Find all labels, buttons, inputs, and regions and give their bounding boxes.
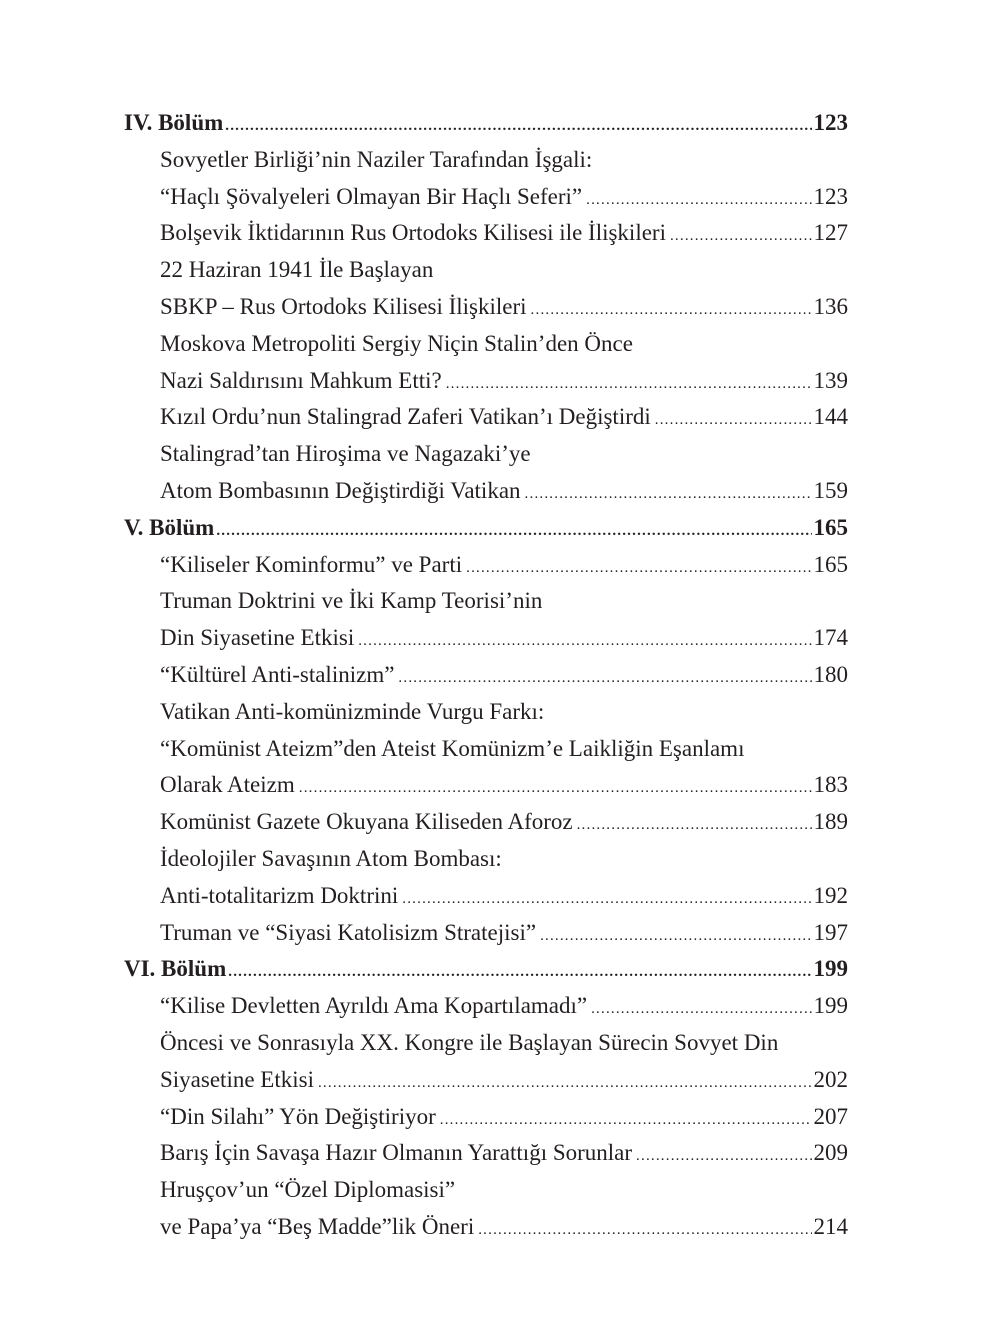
page-number: 209 [813,1140,848,1166]
toc-entry [124,767,848,804]
entry-title: Barış İçin Savaşa Hazır Olmanın Yarattığı Sorunlar [160,1140,633,1166]
chapter-title: IV. Bölüm [124,110,224,135]
toc-chapter-heading [124,510,848,547]
dot-leader [540,918,811,955]
page-number: 207 [813,1103,848,1129]
toc-entry [124,1025,848,1062]
entry-title: 22 Haziran 1941 İle Başlayan [160,257,434,283]
dot-leader [318,1065,812,1102]
toc-entry [124,142,848,179]
toc-entry [124,363,848,400]
page-number: 174 [813,625,848,651]
toc-entry [124,179,848,216]
dot-leader [446,366,812,403]
entry-title: “Kilise Devletten Ayrıldı Ama Kopartılamadı” [160,993,588,1019]
page-number: 136 [813,293,848,319]
toc-entry [124,215,848,252]
entry-title: Olarak Ateizm [160,772,295,798]
toc-entry [124,1062,848,1099]
dot-leader [655,402,812,439]
page-number: 139 [813,367,848,393]
page-number: 165 [813,514,848,540]
toc-entry [124,804,848,841]
page-number: 144 [813,404,848,430]
toc-entry [124,399,848,436]
toc-entry [124,1135,848,1172]
page-number: 189 [813,809,848,835]
entry-title: Komünist Gazete Okuyana Kiliseden Aforoz [160,809,573,835]
toc-entry [124,326,848,363]
page-number: 192 [813,882,848,908]
entry-title: Anti-totalitarizm Doktrini [160,882,399,908]
dot-leader [299,770,812,807]
page-number: 180 [813,661,848,687]
page-number: 123 [813,183,848,209]
page-number: 202 [813,1066,848,1092]
entry-title: “Haçlı Şövalyeleri Olmayan Bir Haçlı Seferi” [160,183,583,209]
toc-entry [124,1099,848,1136]
entry-title: Bolşevik İktidarının Rus Ortodoks Kilisesi ile İlişkileri [160,220,666,246]
page-number: 199 [813,993,848,1019]
page-number: 199 [813,956,848,982]
dot-leader [525,476,812,513]
entry-title: Siyasetine Etkisi [160,1066,314,1092]
entry-title: “Din Silahı” Yön Değiştiriyor [160,1103,436,1129]
toc-entry [124,289,848,326]
toc-entry [124,436,848,473]
entry-title: “Komünist Ateizm”den Ateist Komünizm’e Laikliğin Eşanlamı [160,735,745,761]
dot-leader [228,954,811,991]
toc-entry [124,583,848,620]
entry-title: Nazi Saldırısını Mahkum Etti? [160,367,442,393]
page-number: 183 [813,772,848,798]
toc-chapter-heading [124,105,848,142]
entry-title: Atom Bombasının Değiştirdiği Vatikan [160,477,521,503]
entry-title: Sovyetler Birliği’nin Naziler Tarafından İşgali: [160,146,593,172]
dot-leader [402,881,811,918]
toc-entry [124,878,848,915]
entry-title: Truman ve “Siyasi Katolisizm Stratejisi” [160,919,537,945]
page-number: 165 [813,551,848,577]
dot-leader [478,1212,811,1249]
page-number: 127 [813,220,848,246]
toc-entry [124,694,848,731]
page-number: 123 [813,110,848,135]
entry-title: ve Papa’ya “Beş Madde”lik Öneri [160,1213,475,1239]
toc-entry [124,1172,848,1209]
table-of-contents [124,105,848,1246]
toc-entry [124,620,848,657]
chapter-title: VI. Bölüm [124,956,227,982]
toc-entry [124,988,848,1025]
dot-leader [466,550,811,587]
chapter-title: V. Bölüm [124,514,215,540]
dot-leader [531,292,812,329]
toc-entry [124,547,848,584]
dot-leader [398,660,811,697]
entry-title: Öncesi ve Sonrasıyla XX. Kongre ile Başlayan Sürecin Sovyet Din [160,1029,779,1055]
entry-title: Vatikan Anti-komünizminde Vurgu Farkı: [160,698,545,724]
toc-entry [124,915,848,952]
toc-chapter-heading [124,951,848,988]
entry-title: Moskova Metropoliti Sergiy Niçin Stalin’den Önce [160,330,633,356]
toc-entry [124,731,848,768]
entry-title: Stalingrad’tan Hiroşima ve Nagazaki’ye [160,441,531,467]
entry-title: Hruşçov’un “Özel Diplomasisi” [160,1177,456,1203]
dot-leader [577,807,812,844]
entry-title: “Kiliseler Kominformu” ve Parti [160,551,463,577]
entry-title: İdeolojiler Savaşının Atom Bombası: [160,845,502,871]
toc-entry [124,657,848,694]
page-number: 159 [813,477,848,503]
dot-leader [440,1102,812,1139]
entry-title: Din Siyasetine Etkisi [160,625,355,651]
dot-leader [591,991,811,1028]
dot-leader [225,108,811,145]
page-number: 197 [813,919,848,945]
page-number: 214 [813,1213,848,1239]
dot-leader [670,218,812,255]
entry-title: “Kültürel Anti-stalinizm” [160,661,395,687]
dot-leader [358,623,811,660]
entry-title: Truman Doktrini ve İki Kamp Teorisi’nin [160,588,543,614]
entry-title: Kızıl Ordu’nun Stalingrad Zaferi Vatikan’ı Değiştirdi [160,404,651,430]
dot-leader [216,513,811,550]
toc-entry [124,473,848,510]
dot-leader [636,1138,811,1175]
dot-leader [586,182,811,219]
entry-title: SBKP – Rus Ortodoks Kilisesi İlişkileri [160,293,527,319]
toc-entry [124,252,848,289]
toc-entry [124,1209,848,1246]
toc-entry [124,841,848,878]
